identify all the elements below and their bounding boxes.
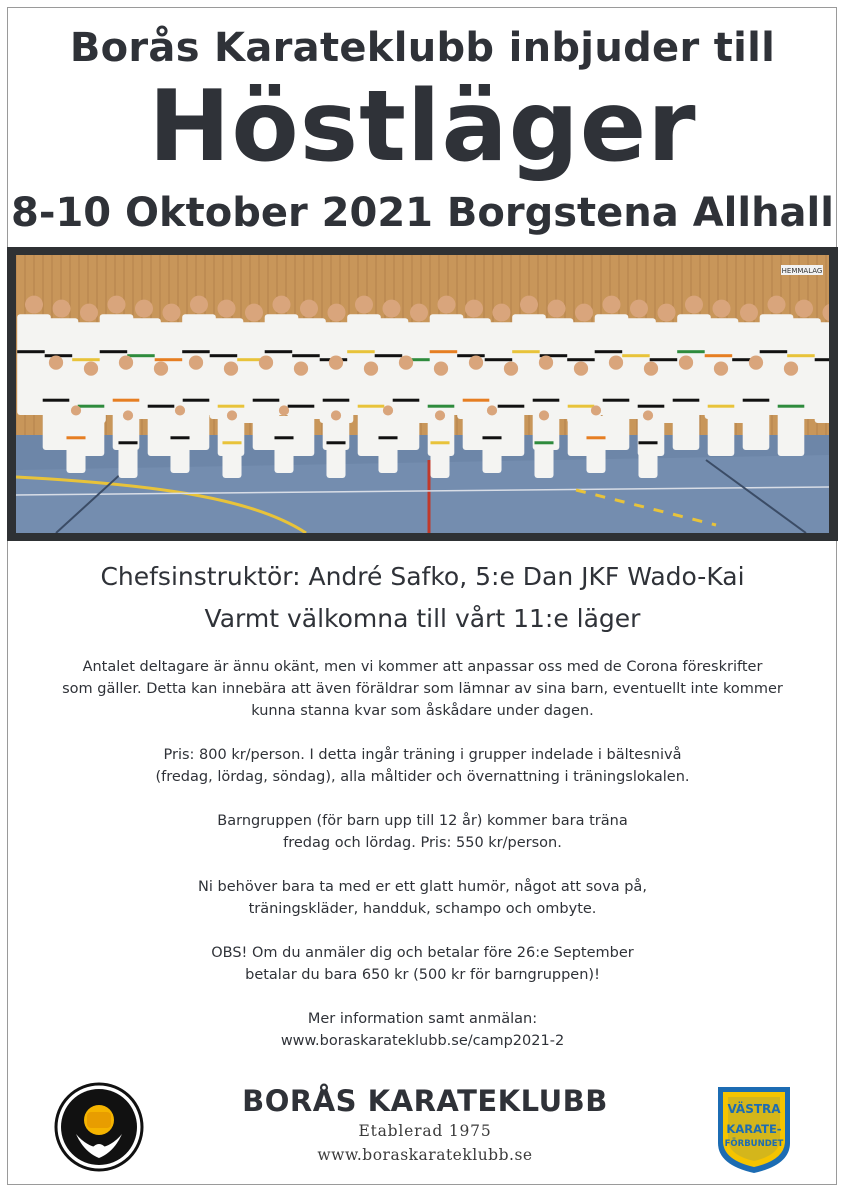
- paragraph-more-info: [40, 1008, 805, 1052]
- info-body: [40, 656, 805, 1074]
- club-website-link[interactable]: www.boraskarateklubb.se: [317, 1146, 533, 1164]
- invitation-heading: Borås Karateklubb inbjuder till: [69, 25, 776, 71]
- registration-link[interactable]: www.boraskarateklubb.se/camp2021-2: [280, 1033, 565, 1049]
- club-established: Etablerad 1975: [358, 1122, 492, 1140]
- text-line: kunna stanna kvar som åskådare under dagen.: [251, 703, 594, 719]
- text-line: träningskläder, handduk, schampo och ombyte.: [248, 901, 597, 917]
- date-location-heading: 8-10 Oktober 2021 Borgstena Allhall: [11, 190, 834, 236]
- text-line: som gäller. Detta kan innebära att även föräldrar som lämnar av sina barn, eventuellt inte kommer: [62, 681, 783, 697]
- text-line: Mer information samt anmälan:: [307, 1011, 538, 1027]
- logo-text: FÖRBUNDET: [724, 1139, 784, 1149]
- text-line: Antalet deltagare är ännu okänt, men vi kommer att anpassar oss med de Corona föreskrifter: [82, 659, 763, 675]
- text-line: Barngruppen (för barn upp till 12 år) kommer bara träna: [217, 813, 628, 829]
- logo-text: VÄSTRA: [727, 1102, 781, 1116]
- text-line: OBS! Om du anmäler dig och betalar före 26:e September: [211, 945, 634, 961]
- chief-instructor-line: Chefsinstruktör: André Safko, 5:e Dan JKF Wado-Kai: [100, 562, 745, 591]
- text-line: (fredag, lördag, söndag), alla måltider och övernattning i träningslokalen.: [155, 769, 690, 785]
- paragraph-children-group: [40, 810, 805, 854]
- text-line: betalar du bara 650 kr (500 kr för barngruppen)!: [245, 967, 600, 983]
- paragraph-corona: [40, 656, 805, 722]
- welcome-line: Varmt välkomna till vårt 11:e läger: [204, 604, 641, 633]
- group-photo: [16, 255, 829, 533]
- paragraph-early-bird: [40, 942, 805, 986]
- text-line: Pris: 800 kr/person. I detta ingår träning i grupper indelade i bältesnivå: [163, 747, 682, 763]
- vastra-karateforbundet-logo-icon: [714, 1083, 794, 1175]
- text-line: fredag och lördag. Pris: 550 kr/person.: [283, 835, 562, 851]
- camp-title: Höstläger: [148, 70, 697, 184]
- logo-text: KARATE-: [726, 1122, 782, 1136]
- text-line: Ni behöver bara ta med er ett glatt humör, något att sova på,: [198, 879, 647, 895]
- club-name: BORÅS KARATEKLUBB: [242, 1084, 608, 1118]
- hall-sign: HEMMALAG: [781, 267, 823, 275]
- paragraph-price: [40, 744, 805, 788]
- group-photo-frame: [7, 247, 838, 541]
- paragraph-bring: [40, 876, 805, 920]
